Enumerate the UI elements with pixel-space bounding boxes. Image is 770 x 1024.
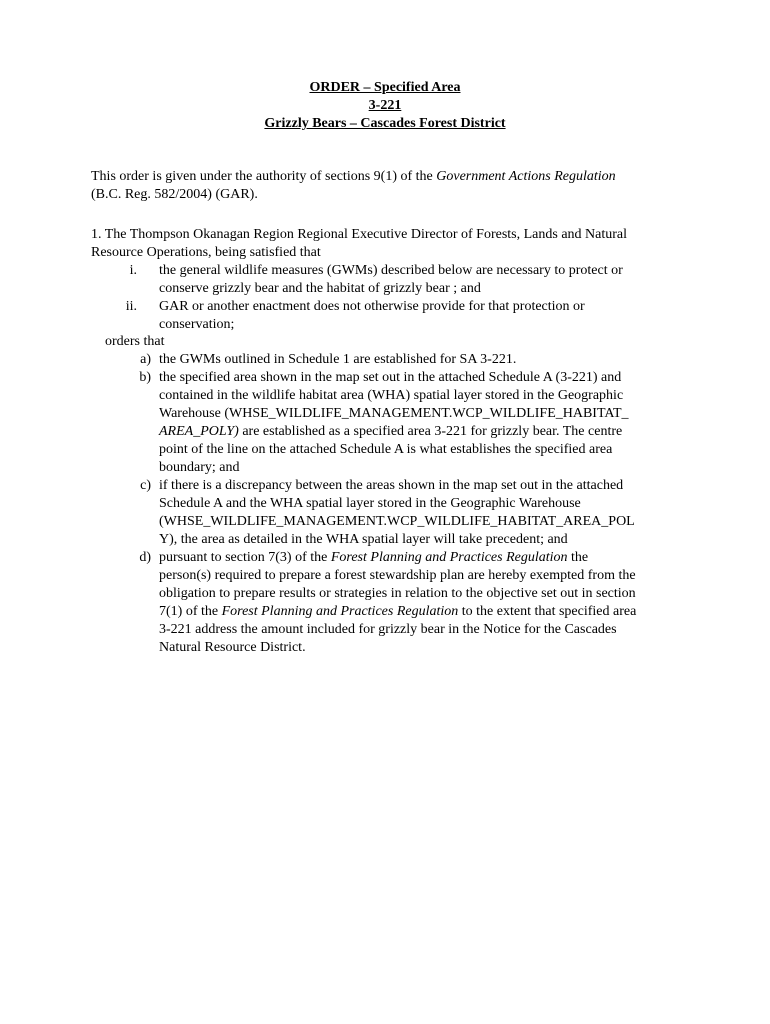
list-item-line: the GWMs outlined in Schedule 1 are established for SA 3-221.	[159, 352, 517, 367]
alpha-list	[91, 351, 681, 657]
list-item-line: (WHSE_WILDLIFE_MANAGEMENT.WCP_WILDLIFE_HABITAT_AREA_POL	[159, 514, 635, 529]
list-item-line: point of the line on the attached Schedule A is what establishes the specified area	[159, 442, 613, 457]
list-item-line: Schedule A and the WHA spatial layer stored in the Geographic Warehouse	[159, 496, 581, 511]
list-item-line	[159, 603, 681, 621]
title-line-3: Grizzly Bears – Cascades Forest District	[264, 116, 506, 131]
list-item-line: person(s) required to prepare a forest stewardship plan are hereby exempted from the	[159, 568, 636, 583]
list-item-line: conservation;	[159, 317, 235, 332]
list-item-line	[159, 549, 681, 567]
list-letter: c)	[140, 478, 151, 493]
order-title	[0, 79, 770, 133]
intro-regulation-name: Government Actions Regulation	[436, 169, 616, 184]
title-line-1: ORDER – Specified Area	[309, 80, 461, 95]
list-item-line: GAR or another enactment does not otherwise provide for that protection or	[159, 299, 585, 314]
list-letter: a)	[140, 352, 151, 367]
intro-line-1	[91, 168, 671, 186]
layer-name-italic: AREA_POLY)	[159, 424, 239, 439]
list-item-line	[159, 423, 681, 441]
list-item	[91, 298, 681, 334]
list-item-line: obligation to prepare results or strategies in relation to the objective set out in section	[159, 586, 636, 601]
list-item-line: conserve grizzly bear and the habitat of grizzly bear ; and	[159, 281, 481, 296]
roman-numeral: ii.	[125, 299, 137, 314]
list-item-line: Y), the area as detailed in the WHA spatial layer will take precedent; and	[159, 532, 568, 547]
regulation-name-italic: Forest Planning and Practices Regulation	[221, 604, 459, 619]
list-item-text: to the extent that specified area	[458, 604, 637, 619]
list-item-a	[91, 351, 681, 369]
list-item-d	[91, 549, 681, 657]
list-item-line: Warehouse (WHSE_WILDLIFE_MANAGEMENT.WCP_WILDLIFE_HABITAT_	[159, 406, 629, 421]
list-item-c	[91, 477, 681, 549]
list-item	[91, 262, 681, 298]
list-item-line: the general wildlife measures (GWMs) described below are necessary to protect or	[159, 263, 623, 278]
list-item-line: contained in the wildlife habitat area (WHA) spatial layer stored in the Geographic	[159, 388, 624, 403]
list-item-line: boundary; and	[159, 460, 240, 475]
list-letter: b)	[139, 370, 151, 385]
intro-text: This order is given under the authority of sections 9(1) of the	[91, 169, 437, 184]
section-1-line-2: Resource Operations, being satisfied that	[91, 245, 321, 260]
list-item-line: Natural Resource District.	[159, 640, 306, 655]
orders-that-label: orders that	[105, 334, 165, 349]
intro-line-2: (B.C. Reg. 582/2004) (GAR).	[91, 187, 258, 202]
list-item-text: pursuant to section 7(3) of the	[159, 550, 331, 565]
section-1-line-1: 1. The Thompson Okanagan Region Regional Executive Director of Forests, Lands and Natural	[91, 227, 628, 242]
intro-paragraph	[91, 168, 671, 204]
list-item-text: the	[567, 550, 589, 565]
list-item-text: are established as a specified area 3-221 for grizzly bear. The centre	[238, 424, 623, 439]
list-item-text: 7(1) of the	[159, 604, 222, 619]
list-item-line: the specified area shown in the map set out in the attached Schedule A (3-221) and	[159, 370, 622, 385]
list-item-line: 3-221 address the amount included for grizzly bear in the Notice for the Cascades	[159, 622, 617, 637]
title-line-2: 3-221	[368, 98, 402, 113]
regulation-name-italic: Forest Planning and Practices Regulation	[330, 550, 568, 565]
roman-list	[91, 262, 681, 334]
section-1-paragraph	[91, 226, 671, 262]
list-letter: d)	[139, 550, 151, 565]
list-item-b	[91, 369, 681, 477]
roman-numeral: i.	[129, 263, 137, 278]
list-item-line: if there is a discrepancy between the areas shown in the map set out in the attached	[159, 478, 624, 493]
